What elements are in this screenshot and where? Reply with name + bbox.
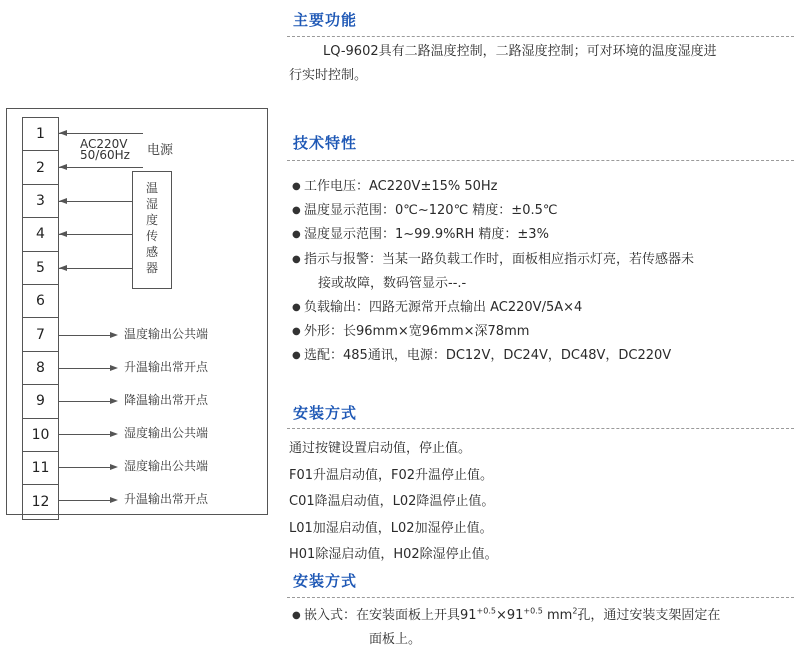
bullet-icon: ● [292, 350, 301, 362]
arrow-left-icon [59, 265, 67, 271]
bullet-icon: ● [292, 205, 301, 217]
list-item: L01加湿启动值，L02加湿停止值。 [289, 520, 493, 536]
power-wire-1 [59, 133, 143, 134]
section-divider [287, 597, 794, 598]
arrow-left-icon [59, 130, 67, 136]
terminal-1: 1 [23, 118, 58, 151]
install-heading: 安装方式 [293, 404, 358, 422]
section-divider [287, 428, 794, 429]
arrow-right-icon [110, 365, 118, 371]
list-item: ● 选配：485通讯，电源：DC12V，DC24V，DC48V，DC220V [290, 344, 795, 368]
terminal-9: 9 [23, 385, 58, 418]
terminal-4: 4 [23, 218, 58, 251]
bullet-icon: ● [292, 229, 301, 241]
terminal-11: 11 [23, 452, 58, 485]
list-item: ● 温度显示范围：0℃~120℃ 精度：±0.5℃ [290, 199, 795, 223]
power-voltage-label: AC220V [80, 137, 128, 151]
output-wire-11 [59, 467, 115, 468]
install-mount-list [290, 604, 795, 652]
terminal-6: 6 [23, 285, 58, 318]
terminal-12: 12 [31, 493, 50, 510]
list-item: F01升温启动值，F02升温停止值。 [289, 467, 494, 483]
list-item-continuation: 面板上。 [369, 632, 422, 648]
output-wire-7 [59, 335, 115, 336]
arrow-left-icon [59, 198, 67, 204]
power-wire-2 [59, 167, 143, 168]
section-divider [287, 160, 794, 161]
list-item: ● 工作电压：AC220V±15% 50Hz [290, 175, 795, 199]
power-frequency-label: 50/60Hz [80, 148, 130, 162]
output-wire-9 [59, 401, 115, 402]
terminal-7: 7 [23, 318, 58, 351]
terminal-3: 3 [23, 185, 58, 218]
list-item: ● 湿度显示范围：1~99.9%RH 精度：±3% [290, 223, 795, 247]
list-item: ● 指示与报警：当某一路负载工作时，面板相应指示灯亮，若传感器未 [290, 248, 795, 272]
list-item: ● 嵌入式：在安装面板上开具$91^{+0.5}\times 91^{+0.5}$ $mm^2$孔，通过安装支架固定在 [290, 604, 795, 628]
arrow-right-icon [110, 431, 118, 437]
terminal-10: 10 [23, 419, 58, 452]
install-mount-heading: 安装方式 [293, 572, 358, 590]
bullet-icon: ● [292, 253, 301, 265]
output-label-11: 湿度输出公共端 [124, 459, 209, 473]
arrow-right-icon [110, 398, 118, 404]
sensor-wire-4 [59, 234, 132, 235]
bullet-icon: ● [292, 302, 301, 314]
output-label-12: 升温输出常开点 [124, 492, 209, 506]
list-item-continuation: 接或故障，数码管显示--.- [318, 275, 467, 291]
terminal-8: 8 [23, 352, 58, 385]
bullet-icon: ● [292, 610, 301, 621]
power-name-label: 电源 [147, 143, 174, 158]
sensor-box [132, 171, 172, 289]
output-label-9: 降温输出常开点 [124, 393, 209, 407]
arrow-left-icon [59, 231, 67, 237]
list-item: 通过按键设置启动值，停止值。 [289, 441, 472, 456]
output-wire-8 [59, 368, 115, 369]
install-setting-list [289, 436, 498, 569]
output-wire-12 [59, 500, 115, 501]
sensor-wire-5 [59, 268, 132, 269]
bullet-icon: ● [292, 326, 301, 338]
terminal-5: 5 [23, 252, 58, 285]
arrow-right-icon [110, 497, 118, 503]
sensor-label: 温 湿 度 传 感 器 [145, 181, 158, 275]
bullet-icon: ● [292, 181, 301, 192]
main-function-heading: 主要功能 [293, 11, 358, 29]
output-label-10: 湿度输出公共端 [124, 426, 209, 440]
output-label-7: 温度输出公共端 [124, 327, 209, 341]
tech-spec-list [290, 175, 795, 369]
terminal-2: 2 [23, 151, 58, 184]
output-label-8: 升温输出常开点 [124, 360, 209, 374]
tech-spec-heading: 技术特性 [293, 134, 358, 152]
sensor-wire-3 [59, 201, 132, 202]
section-divider [287, 36, 794, 37]
arrow-left-icon [59, 164, 67, 170]
terminal-block [22, 117, 59, 520]
list-item: H01除湿启动值，H02除湿停止值。 [289, 547, 498, 562]
list-item: C01降温启动值，L02降温停止值。 [289, 494, 495, 509]
output-wire-10 [59, 434, 115, 435]
list-item: ● 负载输出：四路无源常开点输出 AC220V/5A×4 [290, 296, 795, 320]
wiring-diagram [6, 108, 268, 515]
main-function-text: LQ-9602具有二路温度控制，二路湿度控制；可对环境的温度湿度进 行实时控制。 [289, 44, 717, 83]
arrow-right-icon [110, 464, 118, 470]
list-item: ● 外形：长96mm×宽96mm×深78mm [290, 320, 795, 344]
arrow-right-icon [110, 332, 118, 338]
